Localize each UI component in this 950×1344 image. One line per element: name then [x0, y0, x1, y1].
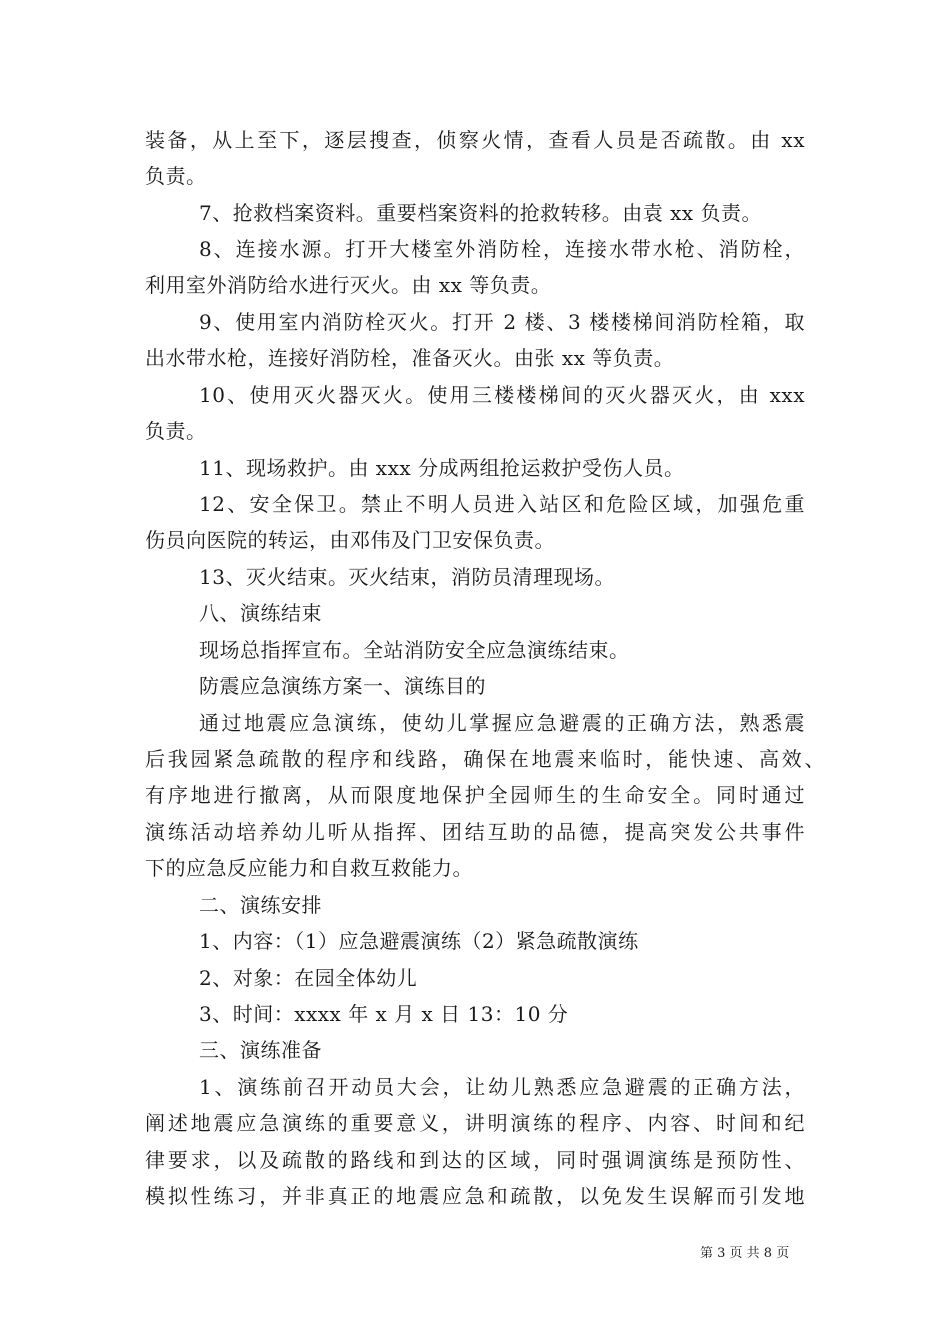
- text-line-1: 装备，从上至下，逐层搜查，侦察火情，查看人员是否疏散。由 xx: [145, 128, 805, 152]
- text-line-27: 1、演练前召开动员大会，让幼儿熟悉应急避震的正确方法，: [199, 1075, 805, 1099]
- text-line-15: 现场总指挥宣布。全站消防安全应急演练结束。: [199, 638, 630, 662]
- text-line-30: 模拟性练习，并非真正的地震应急和疏散，以免发生误解而引发地: [145, 1184, 805, 1208]
- text-line-7: 出水带水枪，连接好消防栓，准备灭火。由张 xx 等负责。: [145, 346, 675, 370]
- text-line-5: 利用室外消防给水进行灭火。由 xx 等负责。: [145, 273, 552, 297]
- text-line-26: 三、演练准备: [199, 1038, 322, 1062]
- page-number-footer: 第 3 页 共 8 页: [700, 1246, 790, 1261]
- text-line-3: 7、抢救档案资料。重要档案资料的抢救转移。由袁 xx 负责。: [199, 201, 762, 225]
- text-line-6: 9、使用室内消防栓灭火。打开 2 楼、3 楼楼梯间消防栓箱，取: [199, 310, 805, 334]
- text-line-17: 通过地震应急演练，使幼儿掌握应急避震的正确方法，熟悉震: [199, 711, 805, 735]
- text-line-29: 律要求，以及疏散的路线和到达的区域，同时强调演练是预防性、: [145, 1148, 805, 1172]
- text-line-18: 后我园紧急疏散的程序和线路，确保在地震来临时，能快速、高效、: [145, 747, 825, 771]
- text-line-25: 3、时间：xxxx 年 x 月 x 日 13：10 分: [199, 1002, 569, 1026]
- text-line-28: 阐述地震应急演练的重要意义，讲明演练的程序、内容、时间和纪: [145, 1111, 805, 1135]
- text-line-16: 防震应急演练方案一、演练目的: [199, 674, 486, 698]
- text-line-23: 1、内容：（1）应急避震演练（2）紧急疏散演练: [199, 929, 639, 953]
- text-line-9: 负责。: [145, 419, 207, 443]
- text-line-11: 12、安全保卫。禁止不明人员进入站区和危险区域，加强危重: [199, 492, 805, 516]
- text-line-19: 有序地进行撤离，从而限度地保护全园师生的生命安全。同时通过: [145, 783, 805, 807]
- text-line-13: 13、灭火结束。灭火结束，消防员清理现场。: [199, 565, 615, 589]
- text-line-2: 负责。: [145, 164, 207, 188]
- text-line-14: 八、演练结束: [199, 601, 322, 625]
- text-line-10: 11、现场救护。由 xxx 分成两组抢运救护受伤人员。: [199, 456, 685, 480]
- text-line-24: 2、对象：在园全体幼儿: [199, 966, 418, 990]
- text-line-8: 10、使用灭火器灭火。使用三楼楼梯间的灭火器灭火，由 xxx: [199, 383, 805, 407]
- text-line-20: 演练活动培养幼儿听从指挥、团结互助的品德，提高突发公共事件: [145, 820, 805, 844]
- text-line-4: 8、连接水源。打开大楼室外消防栓，连接水带水枪、消防栓，: [199, 237, 805, 261]
- text-line-22: 二、演练安排: [199, 893, 322, 917]
- text-line-21: 下的应急反应能力和自救互救能力。: [145, 856, 473, 880]
- text-line-12: 伤员向医院的转运，由邓伟及门卫安保负责。: [145, 528, 555, 552]
